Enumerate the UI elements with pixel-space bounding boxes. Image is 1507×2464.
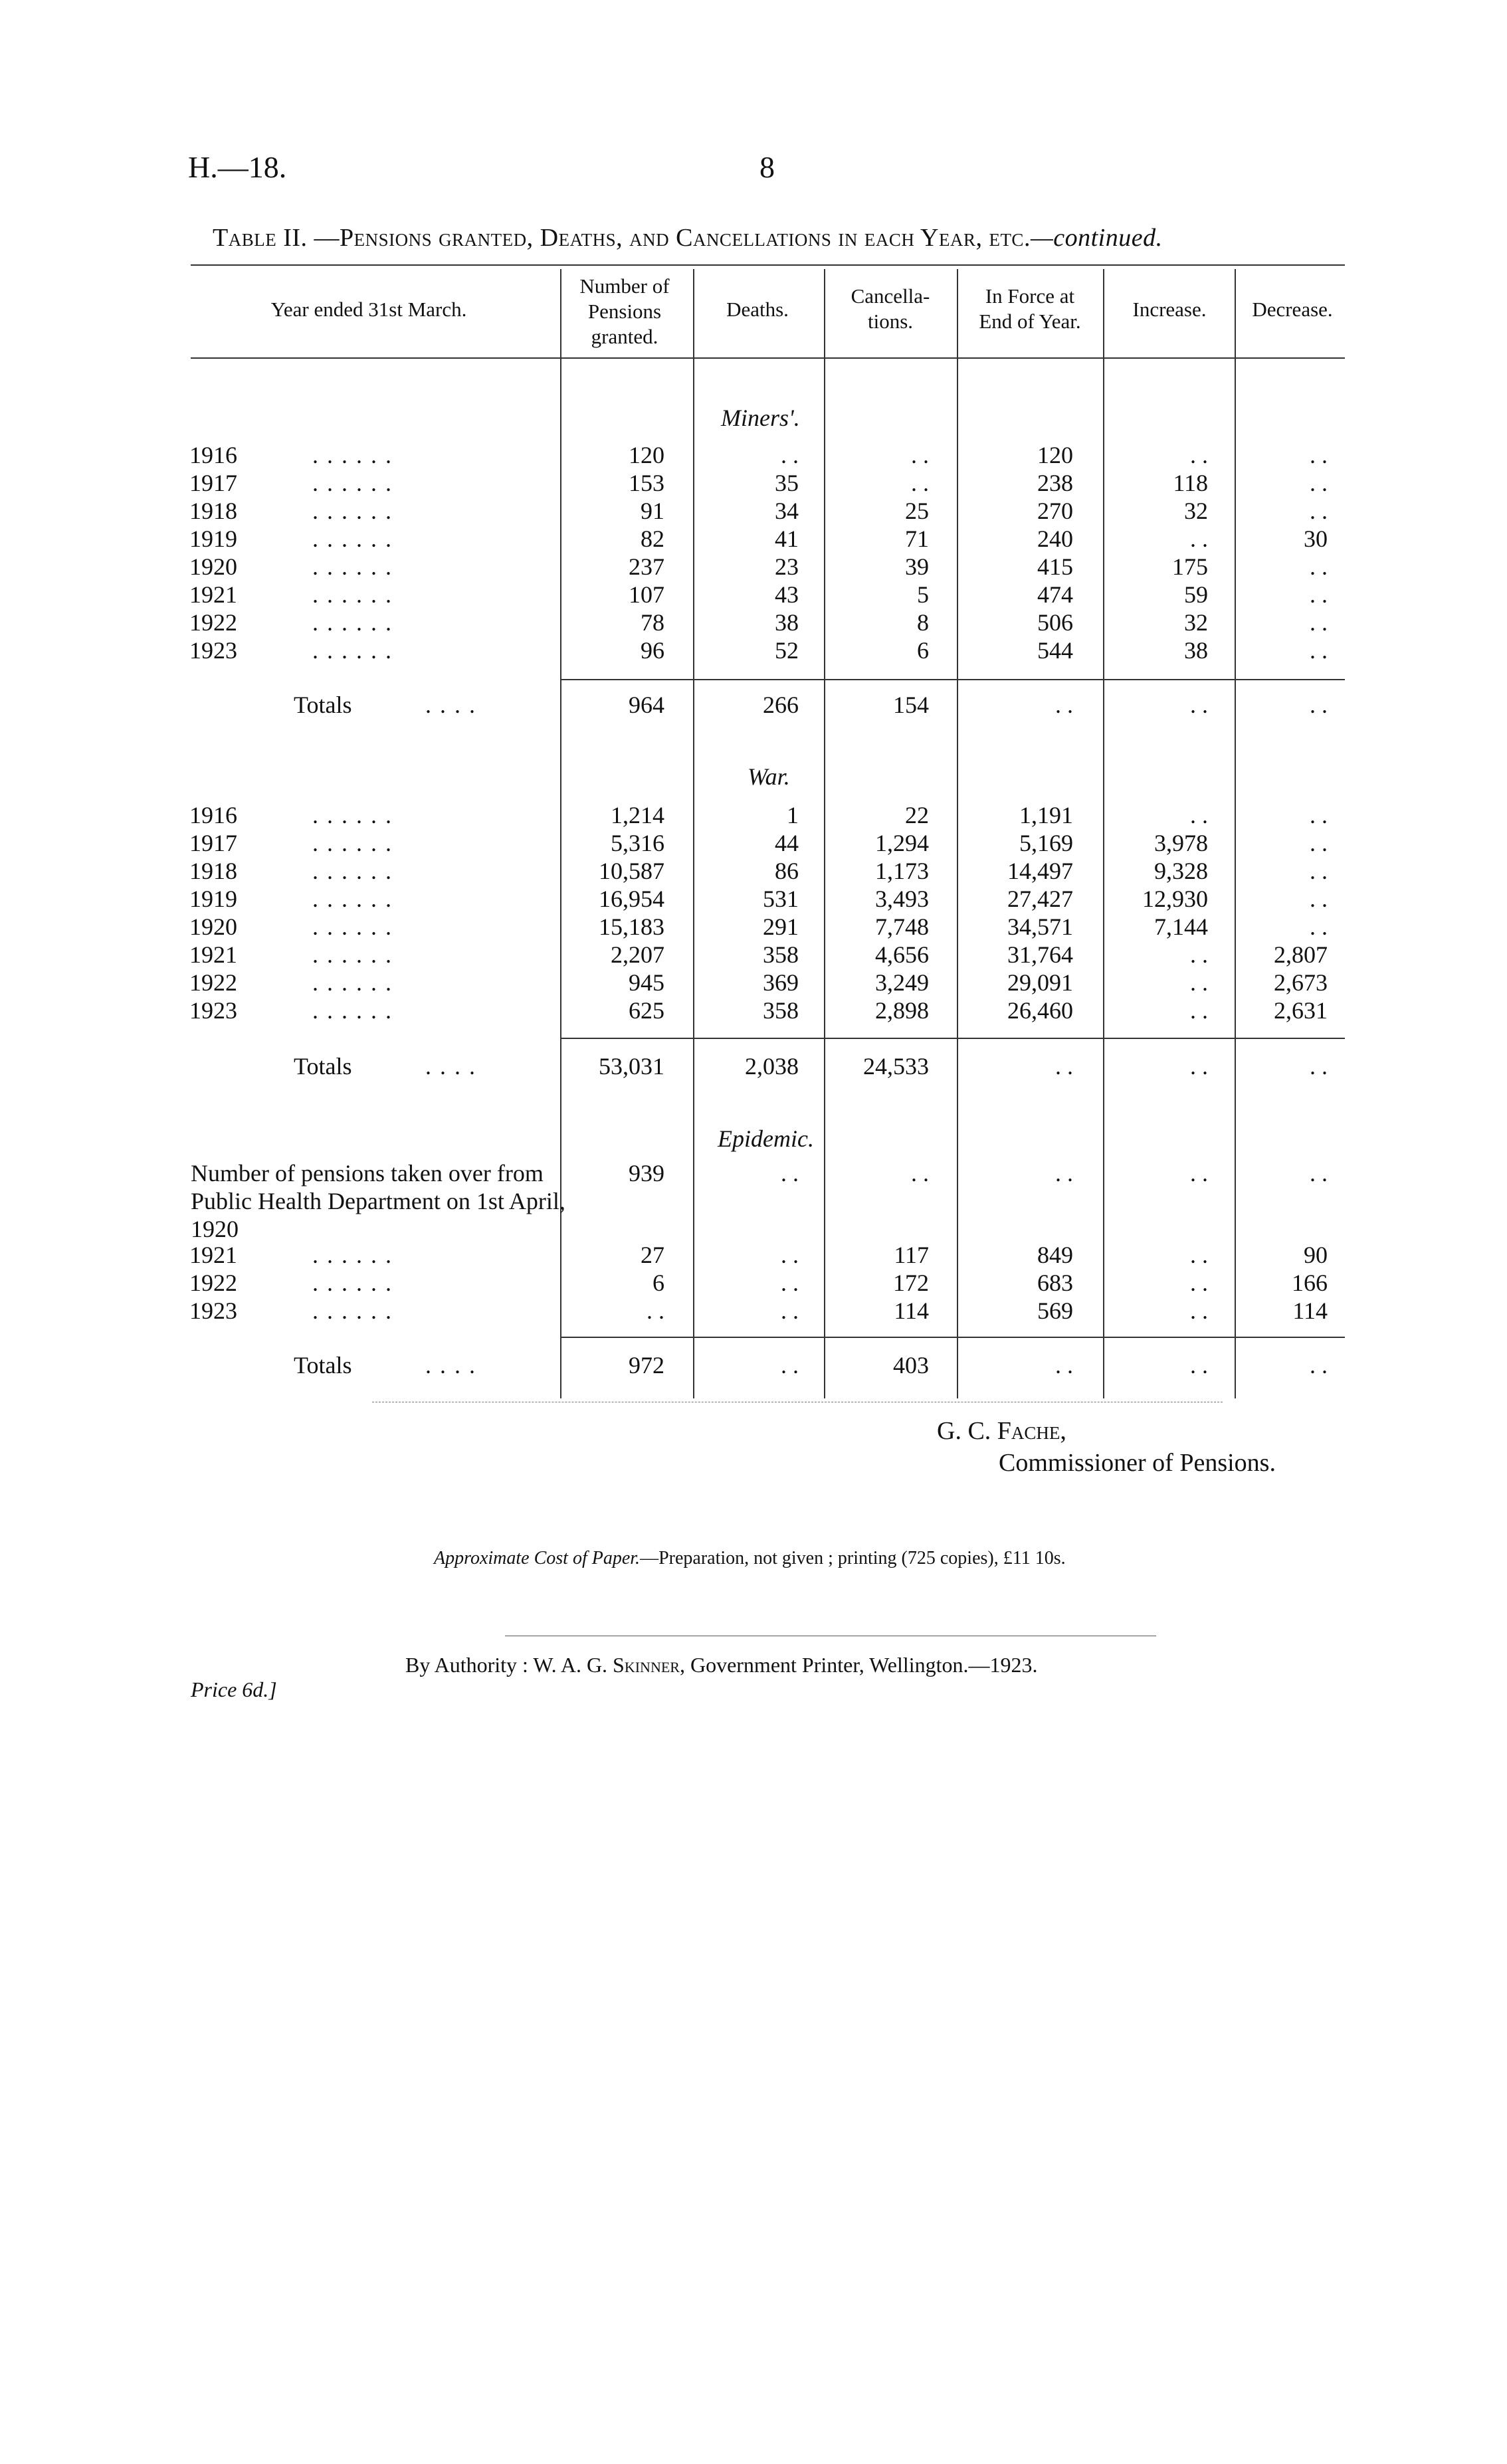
authority-name: Skinner	[613, 1653, 680, 1677]
cell-increase: . .	[1190, 941, 1208, 968]
cell-granted: 153	[629, 470, 664, 496]
row-year: 1923	[189, 1297, 237, 1324]
title-suffix: —continued.	[1030, 224, 1163, 252]
total-deaths: 266	[763, 692, 799, 718]
title-prefix: Table II.	[213, 224, 308, 252]
col-increase-header: Increase.	[1132, 298, 1207, 321]
cell-decrease: . .	[1310, 1160, 1328, 1186]
col-decrease-header: Decrease.	[1252, 298, 1333, 321]
cell-deaths: 35	[775, 470, 799, 496]
table-row	[0, 609, 1507, 636]
cell-deaths: . .	[781, 1160, 799, 1186]
cell-decrease: . .	[1310, 830, 1328, 856]
table-row	[0, 1297, 1507, 1325]
cell-inforce: 238	[1037, 470, 1073, 496]
row-year: 1921	[189, 941, 237, 968]
leader-dots: . . . . . .	[312, 498, 393, 524]
leader-dots: . . . . . .	[312, 886, 393, 912]
cell-inforce: 29,091	[1007, 969, 1073, 996]
leader-dots: . . . . . .	[312, 941, 393, 968]
col-granted-l2: Pensions	[587, 300, 662, 323]
table-row	[0, 469, 1507, 497]
leader-dots: . . . . . .	[312, 1270, 393, 1296]
total-increase: . .	[1190, 1053, 1208, 1080]
cell-decrease: 30	[1304, 525, 1328, 552]
cell-increase: 175	[1172, 553, 1208, 580]
cell-decrease: . .	[1310, 553, 1328, 580]
leader-dots: . . . . . .	[312, 1242, 393, 1268]
cell-inforce: . .	[1055, 1160, 1073, 1186]
cell-increase: 38	[1184, 637, 1208, 664]
table-row	[0, 1269, 1507, 1297]
cell-increase: . .	[1190, 1270, 1208, 1296]
cell-cancel: 1,294	[875, 830, 929, 856]
row-year: 1918	[189, 858, 237, 884]
leader-dots: . . . . . .	[312, 913, 393, 940]
row-year: 1919	[189, 525, 237, 552]
cell-cancel: 8	[917, 609, 929, 636]
war-totals-rule	[560, 1038, 1345, 1039]
cell-increase: . .	[1190, 969, 1208, 996]
cell-granted: 78	[641, 609, 664, 636]
cell-decrease: 2,631	[1274, 997, 1328, 1024]
page-number: 8	[759, 150, 775, 184]
cell-deaths: 358	[763, 941, 799, 968]
cell-cancel: 114	[894, 1297, 929, 1324]
cell-granted: 2,207	[611, 941, 664, 968]
totals-label: Totals	[294, 1352, 352, 1378]
cell-deaths: . .	[781, 1297, 799, 1324]
cell-granted: 91	[641, 498, 664, 524]
total-granted: 53,031	[599, 1053, 664, 1080]
cell-inforce: 506	[1037, 609, 1073, 636]
table-row	[0, 829, 1507, 857]
cell-cancel: 1,173	[875, 858, 929, 884]
total-decrease: . .	[1310, 692, 1328, 718]
cell-cancel: 22	[905, 802, 929, 828]
cell-decrease: 2,673	[1274, 969, 1328, 996]
cell-inforce: 120	[1037, 442, 1073, 468]
row-year: 1923	[189, 637, 237, 664]
cell-inforce: 27,427	[1007, 886, 1073, 912]
cell-decrease: . .	[1310, 802, 1328, 828]
cell-granted: 5,316	[611, 830, 664, 856]
table-row	[0, 441, 1507, 469]
row-year: 1922	[189, 1270, 237, 1296]
title-dash: —	[307, 224, 340, 252]
cell-cancel: 25	[905, 498, 929, 524]
table-row	[0, 636, 1507, 664]
leader-dots: . . . . . .	[312, 858, 393, 884]
totals-label: Totals	[294, 1053, 352, 1080]
cell-cancel: 117	[894, 1242, 929, 1268]
cell-deaths: 1	[787, 802, 799, 828]
cell-deaths: 358	[763, 997, 799, 1024]
cost-of-paper	[434, 1548, 1066, 1569]
cell-increase: . .	[1190, 525, 1208, 552]
table-row	[0, 1241, 1507, 1269]
total-increase: . .	[1190, 692, 1208, 718]
row-year: 1922	[189, 969, 237, 996]
row-year: 1921	[189, 581, 237, 608]
cell-cancel: . .	[911, 442, 929, 468]
cell-decrease: . .	[1310, 498, 1328, 524]
table-title	[213, 223, 1163, 252]
cell-increase: . .	[1190, 1160, 1208, 1186]
cell-increase: 9,328	[1154, 858, 1208, 884]
cell-inforce: 240	[1037, 525, 1073, 552]
cost-text: —Preparation, not given ; printing (725 copies), £11 10s.	[640, 1548, 1066, 1568]
table-row	[0, 885, 1507, 913]
section-war-heading: War.	[748, 763, 790, 790]
cell-inforce: 31,764	[1007, 941, 1073, 968]
total-deaths: . .	[781, 1352, 799, 1378]
col-inforce-l2: End of Year.	[979, 310, 1081, 333]
epidemic-first-label: Number of pensions taken over from Public Health Department on 1st April, 1920	[191, 1160, 565, 1242]
cell-increase: 32	[1184, 498, 1208, 524]
cell-increase: 32	[1184, 609, 1208, 636]
cell-cancel: 2,898	[875, 997, 929, 1024]
epidemic-totals-rule	[560, 1337, 1345, 1338]
total-deaths: 2,038	[745, 1053, 799, 1080]
cell-deaths: 531	[763, 886, 799, 912]
cell-cancel: 39	[905, 553, 929, 580]
col-granted-l3: granted.	[591, 325, 658, 348]
total-inforce: . .	[1055, 692, 1073, 718]
cell-increase: . .	[1190, 802, 1208, 828]
page-id: H.—18.	[188, 150, 287, 184]
total-granted: 972	[629, 1352, 664, 1378]
header-top-rule	[191, 264, 1345, 266]
col-cancel-header	[827, 284, 954, 334]
col-year-header: Year ended 31st March.	[270, 298, 467, 321]
col-granted-header	[561, 274, 688, 349]
leader-dots: . . . . . .	[312, 553, 393, 580]
leader-dots: . . . . . .	[312, 997, 393, 1024]
cell-deaths: 41	[775, 525, 799, 552]
leader-dots: . . . . . .	[312, 609, 393, 636]
cell-deaths: 44	[775, 830, 799, 856]
cell-inforce: 1,191	[1019, 802, 1073, 828]
table-row	[0, 801, 1507, 829]
signature-role: Commissioner of Pensions.	[999, 1449, 1276, 1477]
cell-deaths: 86	[775, 858, 799, 884]
cell-increase: 7,144	[1154, 913, 1208, 940]
leader-dots: . . . . . .	[312, 470, 393, 496]
cell-cancel: 5	[917, 581, 929, 608]
cell-deaths: 38	[775, 609, 799, 636]
total-cancel: 24,533	[863, 1053, 929, 1080]
cell-granted: 107	[629, 581, 664, 608]
cell-deaths: 34	[775, 498, 799, 524]
cell-increase: . .	[1190, 997, 1208, 1024]
authority-suffix: , Government Printer, Wellington.—1923.	[679, 1653, 1038, 1677]
cell-decrease: 114	[1292, 1297, 1328, 1324]
cell-inforce: 544	[1037, 637, 1073, 664]
cell-cancel: 4,656	[875, 941, 929, 968]
cell-deaths: 369	[763, 969, 799, 996]
leader-dots: . . . . . .	[312, 637, 393, 664]
cell-increase: 59	[1184, 581, 1208, 608]
cell-cancel: 71	[905, 525, 929, 552]
col-deaths-header: Deaths.	[726, 298, 789, 321]
signature-name	[937, 1416, 1066, 1446]
cell-decrease: . .	[1310, 470, 1328, 496]
cell-granted: 96	[641, 637, 664, 664]
cell-granted: 1,214	[611, 802, 664, 828]
cell-granted: 10,587	[599, 858, 664, 884]
table-row	[0, 969, 1507, 996]
cell-cancel: . .	[911, 1160, 929, 1186]
printer-authority	[405, 1653, 1038, 1677]
price: Price 6d.]	[191, 1677, 277, 1701]
cell-deaths: 291	[763, 913, 799, 940]
table-row	[0, 941, 1507, 969]
cell-decrease: 2,807	[1274, 941, 1328, 968]
totals-row	[0, 1052, 1507, 1080]
leader-dots: . . . . . .	[312, 525, 393, 552]
cell-decrease: . .	[1310, 637, 1328, 664]
row-year: 1916	[189, 442, 237, 468]
cell-granted: 15,183	[599, 913, 664, 940]
cell-cancel: 3,493	[875, 886, 929, 912]
cell-inforce: 26,460	[1007, 997, 1073, 1024]
cell-cancel: 3,249	[875, 969, 929, 996]
cell-cancel: 6	[917, 637, 929, 664]
table-row	[0, 1159, 1507, 1187]
cell-deaths: 23	[775, 553, 799, 580]
leader-dots: . . . . . .	[312, 581, 393, 608]
cell-granted: 27	[641, 1242, 664, 1268]
section-miners-heading: Miners'.	[721, 405, 800, 431]
cell-inforce: 683	[1037, 1270, 1073, 1296]
signature-name-text: G. C. Fache,	[937, 1417, 1066, 1445]
table-row	[0, 857, 1507, 885]
cell-deaths: . .	[781, 1270, 799, 1296]
totals-label: Totals	[294, 692, 352, 718]
table-row	[0, 996, 1507, 1024]
leader-dots: . . . . . .	[312, 802, 393, 828]
cell-increase: 118	[1173, 470, 1208, 496]
cell-granted: 82	[641, 525, 664, 552]
cell-decrease: . .	[1310, 442, 1328, 468]
cell-decrease: 166	[1292, 1270, 1328, 1296]
cell-cancel: . .	[911, 470, 929, 496]
row-year: 1920	[189, 553, 237, 580]
row-year: 1919	[189, 886, 237, 912]
leader-dots: . . . . . .	[312, 442, 393, 468]
miners-totals-rule	[560, 679, 1345, 680]
total-inforce: . .	[1055, 1352, 1073, 1378]
col-inforce-l1: In Force at	[985, 284, 1075, 308]
cell-inforce: 849	[1037, 1242, 1073, 1268]
cell-granted: 237	[629, 553, 664, 580]
cell-increase: 3,978	[1154, 830, 1208, 856]
cell-decrease: . .	[1310, 609, 1328, 636]
leader-dots: . . . .	[425, 1053, 476, 1080]
cell-deaths: . .	[781, 1242, 799, 1268]
cell-granted: 625	[629, 997, 664, 1024]
total-decrease: . .	[1310, 1053, 1328, 1080]
cost-label: Approximate Cost of Paper.	[434, 1548, 641, 1568]
cell-decrease: . .	[1310, 858, 1328, 884]
cell-decrease: 90	[1304, 1242, 1328, 1268]
row-year: 1917	[189, 470, 237, 496]
cell-granted: 6	[653, 1270, 664, 1296]
total-cancel: 403	[893, 1352, 929, 1378]
cell-inforce: 5,169	[1019, 830, 1073, 856]
total-granted: 964	[629, 692, 664, 718]
leader-dots: . . . . . .	[312, 969, 393, 996]
cell-granted: 945	[629, 969, 664, 996]
row-year: 1920	[189, 913, 237, 940]
table-row	[0, 553, 1507, 581]
cell-decrease: . .	[1310, 913, 1328, 940]
row-year: 1921	[189, 1242, 237, 1268]
total-decrease: . .	[1310, 1352, 1328, 1378]
cell-granted: 939	[629, 1160, 664, 1186]
total-cancel: 154	[893, 692, 929, 718]
row-year: 1916	[189, 802, 237, 828]
cell-inforce: 14,497	[1007, 858, 1073, 884]
section-epidemic-heading: Epidemic.	[718, 1125, 814, 1152]
table-row	[0, 581, 1507, 609]
col-cancel-l2: tions.	[867, 310, 914, 333]
row-year: 1923	[189, 997, 237, 1024]
col-cancel-l1: Cancella-	[851, 284, 930, 308]
cell-inforce: 415	[1037, 553, 1073, 580]
col-inforce-header	[960, 284, 1100, 334]
table-row	[0, 913, 1507, 941]
leader-dots: . . . .	[425, 692, 476, 718]
total-inforce: . .	[1055, 1053, 1073, 1080]
total-increase: . .	[1190, 1352, 1208, 1378]
cell-deaths: . .	[781, 442, 799, 468]
row-year: 1922	[189, 609, 237, 636]
cell-inforce: 569	[1037, 1297, 1073, 1324]
cell-decrease: . .	[1310, 886, 1328, 912]
cell-deaths: 52	[775, 637, 799, 664]
cell-cancel: 7,748	[875, 913, 929, 940]
leader-dots: . . . . . .	[312, 1297, 393, 1324]
cell-cancel: 172	[893, 1270, 929, 1296]
cell-inforce: 270	[1037, 498, 1073, 524]
cell-inforce: 474	[1037, 581, 1073, 608]
table-row	[0, 525, 1507, 553]
cell-inforce: 34,571	[1007, 913, 1073, 940]
row-year: 1917	[189, 830, 237, 856]
cell-increase: . .	[1190, 1297, 1208, 1324]
authority-prefix: By Authority : W. A. G.	[405, 1653, 613, 1677]
cell-granted: . .	[647, 1297, 664, 1324]
cell-decrease: . .	[1310, 581, 1328, 608]
row-year: 1918	[189, 498, 237, 524]
totals-row	[0, 1351, 1507, 1379]
totals-row	[0, 691, 1507, 719]
table-row	[0, 497, 1507, 525]
cell-granted: 120	[629, 442, 664, 468]
leader-dots: . . . .	[425, 1352, 476, 1378]
title-main: Pensions granted, Deaths, and Cancellations in each Year, etc.	[340, 224, 1031, 252]
header-bottom-rule	[191, 357, 1345, 359]
cell-increase: 12,930	[1142, 886, 1208, 912]
col-granted-l1: Number of	[579, 274, 670, 298]
cell-deaths: 43	[775, 581, 799, 608]
cell-granted: 16,954	[599, 886, 664, 912]
cell-increase: . .	[1190, 1242, 1208, 1268]
leader-dots: . . . . . .	[312, 830, 393, 856]
cell-increase: . .	[1190, 442, 1208, 468]
